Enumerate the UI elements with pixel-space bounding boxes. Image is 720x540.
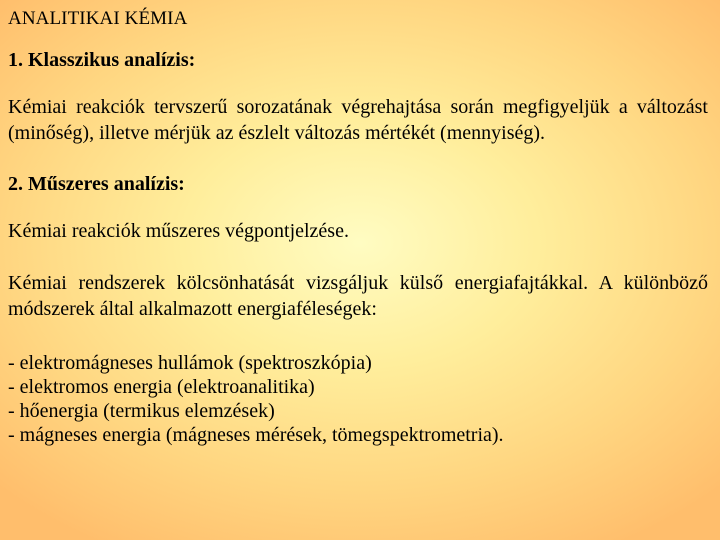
list-item: - elektromos energia (elektroanalitika) <box>8 376 315 398</box>
section-heading-classical: 1. Klasszikus analízis: <box>8 49 196 71</box>
slide-content <box>8 8 708 447</box>
list-item: - elektromágneses hullámok (spektroszkópia) <box>8 352 372 374</box>
slide-title: ANALITIKAI KÉMIA <box>8 8 188 29</box>
instrumental-endpoint-text: Kémiai reakciók műszeres végpontjelzése. <box>8 220 349 242</box>
section-heading-instrumental: 2. Műszeres analízis: <box>8 173 185 195</box>
list-item: - hőenergia (termikus elemzések) <box>8 400 275 422</box>
instrumental-energy-intro: Kémiai rendszerek kölcsönhatását vizsgáljuk külső energiafajtákkal. A különböző módszerek által alkalmazott energiaféleségek: <box>8 272 708 320</box>
classical-analysis-description: Kémiai reakciók tervszerű sorozatának végrehajtása során megfigyeljük a változást (minőség), illetve mérjük az észlelt változás mértékét (mennyiség). <box>8 96 708 144</box>
energy-types-list <box>8 351 708 447</box>
list-item: - mágneses energia (mágneses mérések, tömegspektrometria). <box>8 424 504 446</box>
